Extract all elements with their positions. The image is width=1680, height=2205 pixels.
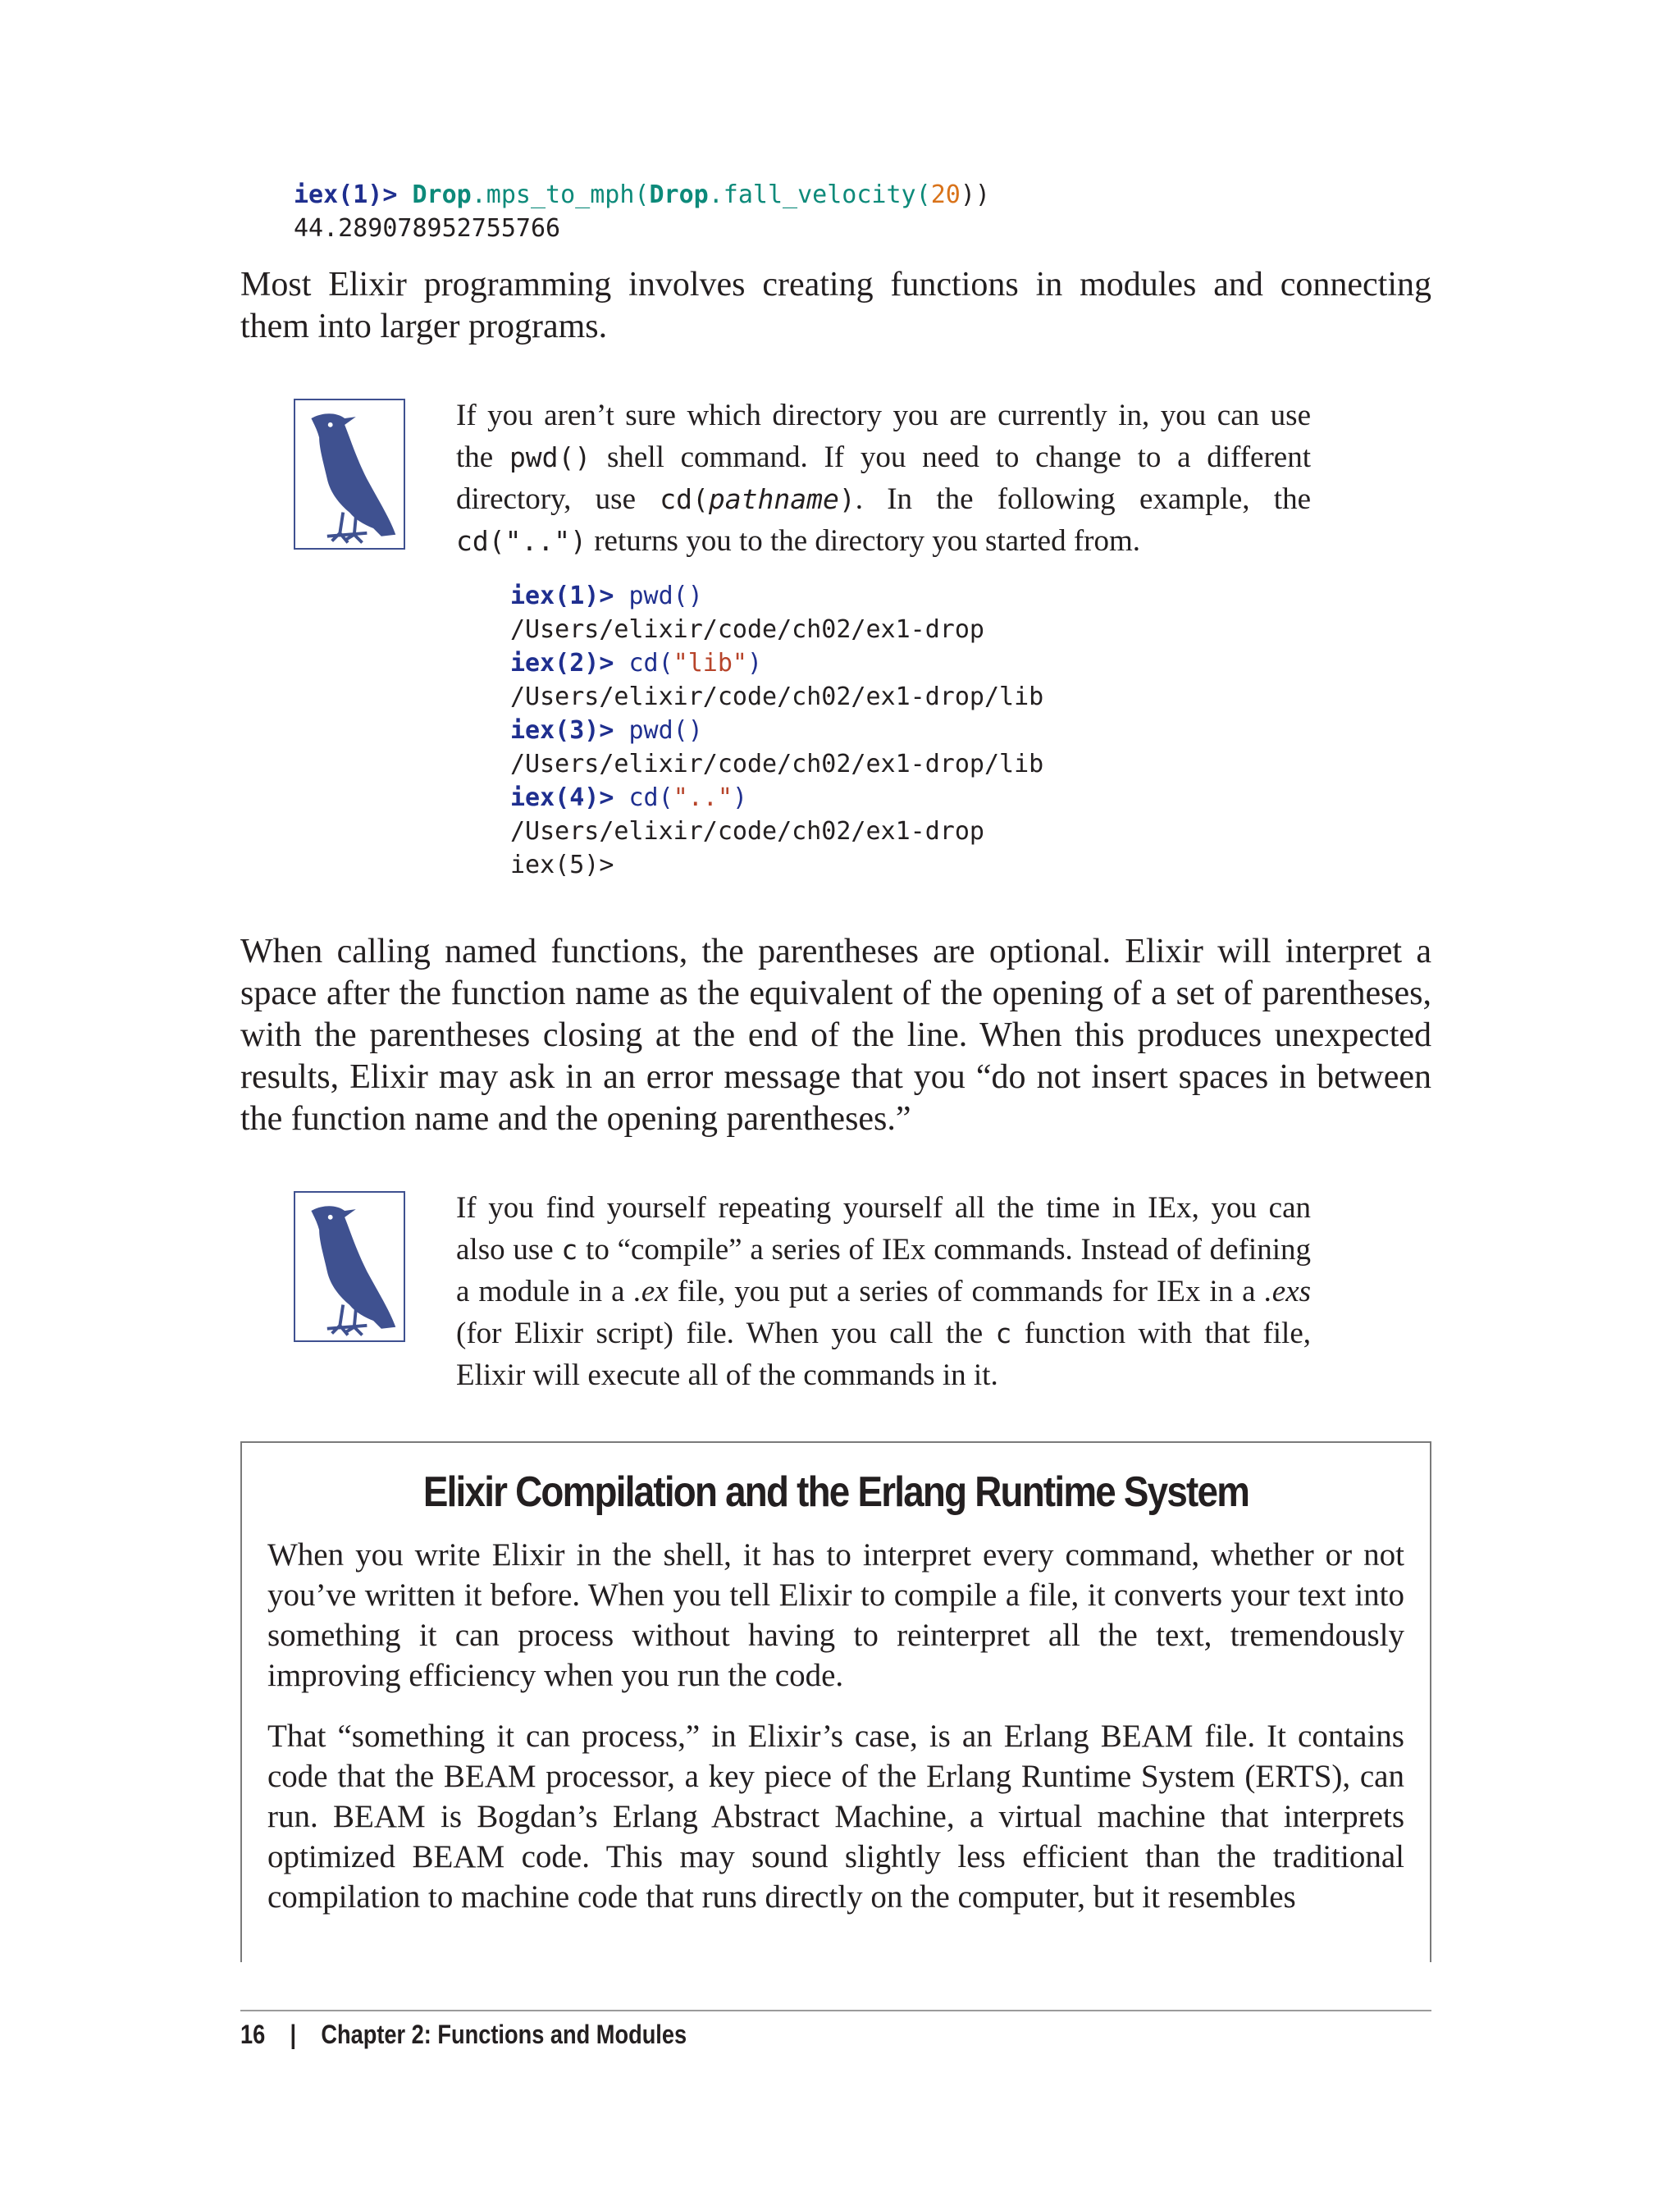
note-text-run: returns you to the directory you started from. [586,524,1141,558]
footer-rule [240,2010,1431,2011]
code-module: Drop [412,180,472,209]
note-text-run: If you aren’t sure which directory you are currently in, you can use the [456,399,1311,474]
note-text-run: (for Elixir script) file. When you call the [456,1317,996,1350]
note-text-run: shell command. If you need to change to a different directory, use [456,441,1311,516]
crow-icon [295,400,404,548]
italic-term: .ex [633,1275,669,1308]
sidebar-title: Elixir Compilation and the Erlang Runtime System [422,1468,1249,1516]
crow-icon [295,1193,404,1340]
code-output: iex(5)> [510,851,614,879]
inline-code-part: ) [838,483,856,515]
code-fn: pwd() [614,716,703,745]
code-fn: ) [732,783,747,812]
sidebar-box [240,1441,1431,1962]
inline-code [660,483,855,515]
page-footer [240,2020,687,2050]
code-string: ".." [673,783,733,812]
code-prompt: iex(1)> [294,180,398,209]
inline-code: pwd() [509,441,591,473]
code-call: .mps_to_mph( [471,180,650,209]
note-text-run: If you find yourself repeating yourself all the time in IEx, you can also use [456,1191,1311,1267]
note-code-block [510,579,1043,882]
note-text-run: to “compile” a series of IEx commands. Instead of defining a module in a [456,1233,1311,1308]
code-string: "lib" [673,649,747,678]
code-number: 20 [930,180,961,209]
code-output: /Users/elixir/code/ch02/ex1-drop [510,817,984,846]
inline-code-part: cd( [660,483,709,515]
code-prompt: iex(2)> [510,649,614,678]
footer-separator: | [290,2020,297,2049]
code-close: )) [960,180,990,209]
note-text-run: function with that file, Elixir will execute all of the commands in it. [456,1317,1311,1392]
body-paragraph: When calling named functions, the parentheses are optional. Elixir will interpret a space after the function name as the equivalent of the opening of a set of parentheses, with the parentheses closing at the end of the line. When this produces unexpected results, Elixir may ask in an error message that you “do not insert spaces in between the function name and the opening parentheses.” [240,933,1431,1138]
code-fn: pwd() [614,582,703,610]
note-text [456,1187,1311,1396]
code-fn: cd( [614,783,673,812]
code-module: Drop [649,180,709,209]
chapter-title: Chapter 2: Functions and Modules [321,2020,687,2049]
code-prompt: iex(3)> [510,716,614,745]
note-icon-box [294,399,405,550]
note-text-run: . In the following example, the [855,482,1311,516]
inline-code: cd("..") [456,525,587,557]
inline-code-italic: pathname [708,483,839,515]
sidebar-paragraph: When you write Elixir in the shell, it has to interpret every command, whether or not you’ve written it before. When you tell Elixir to compile a file, it converts your text into something it can process without having to reinterpret all the text, tremendously improving efficiency when you run the code. [267,1537,1404,1693]
code-output: /Users/elixir/code/ch02/ex1-drop/lib [510,682,1044,711]
note-text-run: file, you put a series of commands for IEx in a [668,1275,1265,1308]
code-call: .fall_velocity( [708,180,931,209]
code-output: /Users/elixir/code/ch02/ex1-drop/lib [510,750,1044,778]
code-output: 44.289078952755766 [294,214,561,243]
code-prompt: iex(1)> [510,582,614,610]
inline-code: c [561,1234,578,1266]
sidebar-paragraph: That “something it can process,” in Elixir’s case, is an Erlang BEAM file. It contains code that the BEAM processor, a key piece of the Erlang Runtime System (ERTS), can run. BEAM is Bogdan’s Erlang Abstract Machine, a virtual machine that interprets optimized BEAM code. This may sound slightly less efficient than the traditional compilation to machine code that runs directly on the computer, but it resembles [267,1719,1404,1915]
code-prompt: iex(4)> [510,783,614,812]
code-fn: ) [747,649,763,678]
italic-term: .exs [1264,1275,1312,1308]
body-paragraph: Most Elixir programming involves creating functions in modules and connecting them into larger programs. [240,266,1431,345]
inline-code: c [995,1317,1012,1349]
note-icon-box [294,1191,405,1342]
page-number: 16 [240,2020,266,2049]
code-output: /Users/elixir/code/ch02/ex1-drop [510,615,984,644]
top-code-block [294,178,990,245]
code-fn: cd( [614,649,673,678]
note-text [456,395,1311,562]
